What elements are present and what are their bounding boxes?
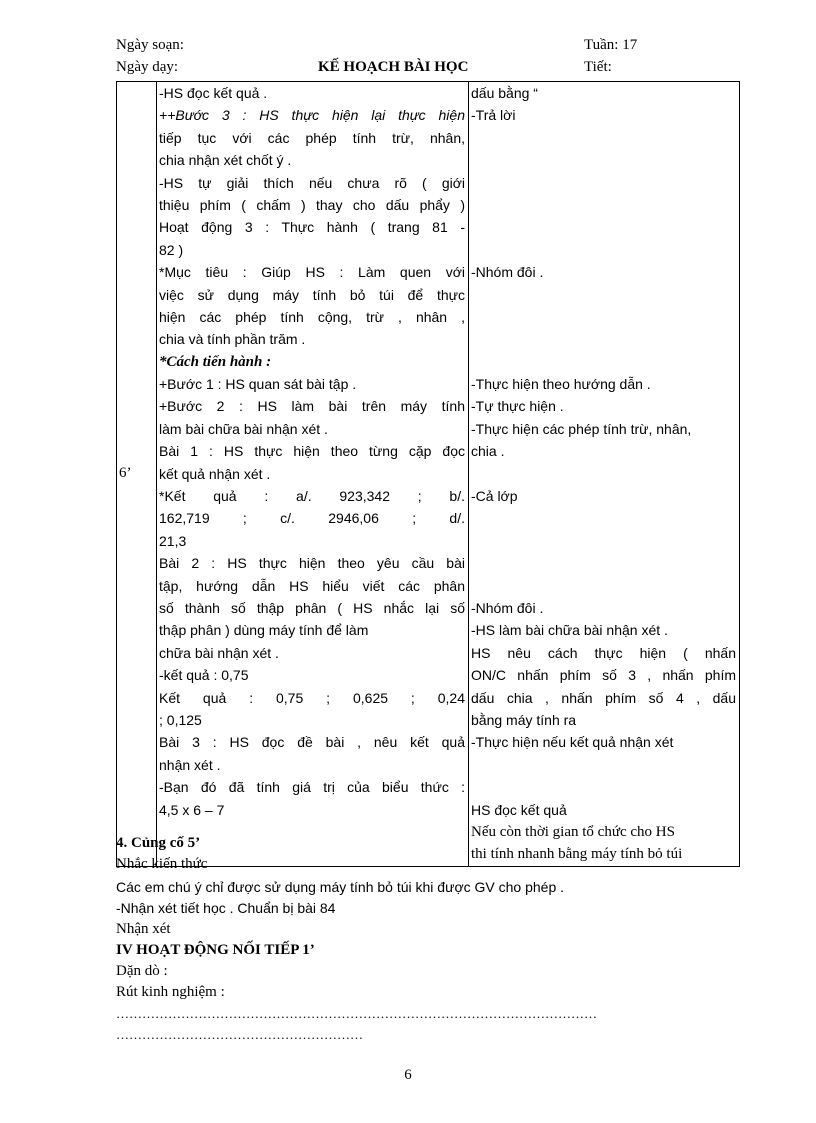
mid-line: 21,3 [159, 532, 187, 549]
right-line [469, 127, 739, 149]
mid-line: ; 0,125 [159, 711, 202, 728]
mid-line: *Kết quả : a/. 923,342 ; b/. [159, 488, 465, 505]
mid-line: *Mục tiêu : Giúp HS : Làm quen với [159, 264, 465, 281]
right-line: Nếu còn thời gian tổ chức cho HS [471, 823, 675, 840]
right-line: HS nêu cách thực hiện ( nhấn [471, 644, 736, 661]
right-line [469, 284, 739, 306]
mid-line: ++Bước 3 : HS thực hiện lại thực hiện [159, 107, 465, 124]
right-line: thi tính nhanh bằng máy tính bỏ túi [471, 846, 683, 863]
right-line [469, 754, 739, 776]
reminder-text: Dặn dò : [116, 963, 168, 979]
right-line: -Thực hiện các phép tính trừ, nhân, [471, 420, 692, 437]
right-line: -Tự thực hiện . [471, 398, 564, 415]
mid-line: hiện các phép tính cộng, trừ , nhân , [159, 308, 465, 325]
page-header [116, 37, 716, 81]
mid-line: kết quả nhận xét . [159, 465, 271, 482]
mid-line: tiếp tục với các phép tính trừ, nhân, [159, 129, 465, 146]
right-line [469, 216, 739, 238]
activity-heading: IV HOẠT ĐỘNG NỐI TIẾP 1’ [116, 942, 315, 958]
prepare-text: -Nhận xét tiết học . Chuẩn bị bài 84 [116, 900, 336, 916]
right-line [469, 530, 739, 552]
right-line: ON/C nhấn phím số 3 , nhấn phím [471, 667, 736, 684]
right-line: dấu chia , nhấn phím số 4 , dấu [471, 689, 736, 706]
right-line [469, 306, 739, 328]
mid-line: Bài 1 : HS thực hiện theo từng cặp đọc [159, 443, 465, 460]
mid-line: -Bạn đó đã tính giá trị của biểu thức : [159, 779, 465, 796]
mid-line: 82 ) [159, 241, 184, 258]
period-label: Tiết: [584, 59, 612, 75]
mid-line: chia và tính phần trăm . [159, 331, 306, 348]
right-line: HS đọc kết quả [471, 801, 567, 818]
mid-line: Kết quả : 0,75 ; 0,625 ; 0,24 [159, 689, 465, 706]
mid-line: *Cách tiến hành : [159, 353, 272, 370]
note-text: Các em chú ý chỉ được sử dụng máy tính bỏ túi khi được GV cho phép . [116, 879, 565, 895]
dotted-line-1: ………………………………………………………………………………………………… [116, 1006, 597, 1021]
mid-line: 4,5 x 6 – 7 [159, 801, 225, 818]
mid-line: -HS tự giải thích nếu chưa rõ ( giới [159, 174, 465, 191]
right-line [469, 328, 739, 350]
right-line: chia . [471, 443, 505, 460]
right-line [469, 172, 739, 194]
mid-line: chia nhận xét chốt ý . [159, 152, 292, 169]
prep-date-label: Ngày soạn: [116, 37, 184, 53]
mid-line: 162,719 ; c/. 2946,06 ; d/. [159, 510, 465, 527]
time-column [117, 82, 157, 867]
mid-line: Bài 3 : HS đọc đề bài , nêu kết quả [159, 734, 465, 751]
right-line: -Cả lớp [471, 488, 518, 505]
experience-text: Rút kinh nghiệm : [116, 984, 225, 1000]
right-line [469, 507, 739, 529]
mid-line: -HS đọc kết quả . [159, 85, 268, 101]
right-line [469, 463, 739, 485]
comment-text: Nhận xét [116, 921, 171, 937]
mid-line: -kết quả : 0,75 [159, 667, 249, 684]
lesson-plan-title: KẾ HOẠCH BÀI HỌC [318, 59, 469, 75]
week-label: Tuần: 17 [584, 37, 638, 53]
right-line: -Nhóm đôi . [471, 599, 544, 616]
right-line: -Thực hiện nếu kết quả nhận xét [471, 734, 674, 751]
mid-line: Hoạt động 3 : Thực hành ( trang 81 - [159, 219, 465, 236]
right-line [469, 776, 739, 798]
mid-line: làm bài chữa bài nhận xét . [159, 420, 328, 437]
lesson-footer [116, 833, 736, 1045]
right-line [469, 552, 739, 574]
right-line [469, 194, 739, 216]
recall-text: Nhắc kiến thức [116, 856, 208, 872]
right-line: bằng máy tính ra [471, 711, 577, 728]
right-line: dấu bằng “ [471, 85, 538, 101]
right-line: -Thực hiện theo hướng dẫn . [471, 376, 651, 393]
mid-line: chữa bài nhận xét . [159, 644, 279, 661]
mid-line: việc sử dụng máy tính bỏ túi để thực [159, 286, 465, 303]
page-number: 6 [404, 1067, 412, 1083]
student-activity-column [469, 82, 740, 867]
right-line: -Trả lời [471, 107, 516, 124]
lesson-table [116, 81, 740, 867]
mid-line: thiệu phím ( chấm ) thay cho dấu phẩy ) [159, 196, 465, 213]
dotted-line-2: ………………………………………………… [116, 1027, 363, 1042]
teach-date-label: Ngày dạy: [116, 59, 179, 75]
time-label: 6’ [119, 465, 132, 482]
right-line [469, 239, 739, 261]
consolidation-heading: 4. Củng cố 5’ [116, 835, 201, 851]
mid-line: tập, hướng dẫn HS hiểu viết các phân [159, 577, 465, 594]
right-line [469, 149, 739, 171]
right-line: -Nhóm đôi . [471, 264, 544, 281]
mid-line: +Bước 1 : HS quan sát bài tập . [159, 376, 357, 393]
teacher-activity-column [157, 82, 469, 867]
mid-line: số thành số thập phân ( HS nhắc lại số [159, 599, 465, 616]
mid-line: Bài 2 : HS thực hiện theo yêu cầu bài [159, 555, 465, 572]
right-line [469, 351, 739, 373]
mid-line: +Bước 2 : HS làm bài trên máy tính [159, 398, 465, 415]
right-line: -HS làm bài chữa bài nhận xét . [471, 622, 668, 639]
right-line [469, 575, 739, 597]
mid-line: thập phân ) dùng máy tính để làm [159, 622, 369, 639]
mid-line: nhận xét . [159, 756, 221, 773]
